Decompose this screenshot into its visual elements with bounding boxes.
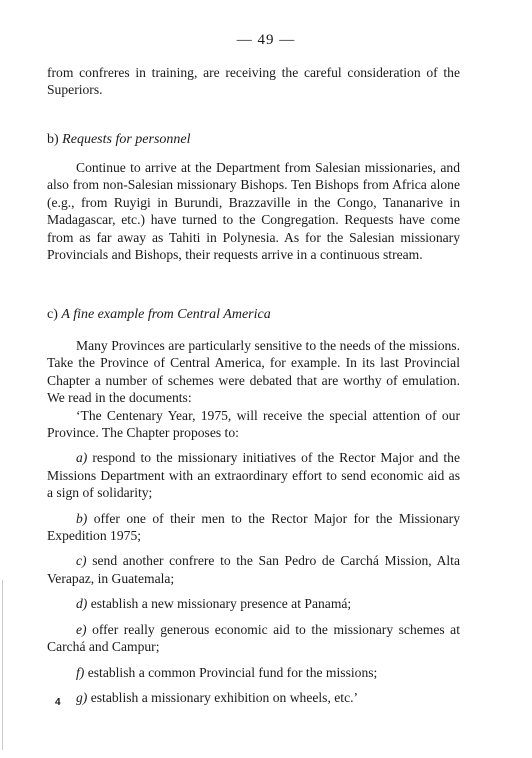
list-item-text: offer one of their men to the Rector Major for the Missionary Expedition 1975;: [47, 510, 460, 544]
list-item-letter: d): [76, 596, 88, 612]
section-b-body: [47, 159, 460, 263]
list-item-letter: c): [76, 553, 87, 569]
list-item-text: offer really generous economic aid to the missionary schemes at Carchá and Campur;: [47, 621, 460, 655]
list-item-letter: f): [76, 664, 85, 680]
intro-paragraph: [47, 64, 460, 99]
list-item-letter: b): [76, 510, 88, 526]
list-item-text: respond to the missionary initiatives of the Rector Major and the Missions Department with an extraordinary effort to send economic aid as a sign of solidarity;: [47, 450, 460, 501]
section-b-title: Requests for personnel: [62, 132, 191, 147]
list-item: [47, 595, 460, 612]
list-item: [47, 621, 460, 656]
intro-paragraph-text: from confreres in training, are receiving the careful consideration of the Superiors.: [47, 65, 460, 98]
section-b-marker: b): [47, 132, 59, 147]
list-item: [47, 552, 460, 587]
section-c-body: [47, 337, 460, 706]
section-b-heading: [47, 131, 191, 149]
list-item-letter: a): [76, 450, 88, 466]
page-edge-line: [2, 580, 3, 750]
section-c-paragraph-2: ‘The Centenary Year, 1975, will receive the special attention of our Province. The Chapter proposes to:: [47, 407, 460, 441]
section-c-title: A fine example from Central America: [61, 307, 271, 322]
page-number: — 49 —: [236, 32, 296, 48]
signature-mark: 4: [55, 697, 61, 708]
section-b-paragraph: Continue to arrive at the Department from Salesian missionaries, and also from non-Salesian missionary Bishops. Ten Bishops from Africa alone (e.g., from Ruyigi in Burundi, Brazzaville in the Congo, Tananarive in Madagascar, etc.) have turned to the Congregation. Requests have come from as far away as Tahiti in Polynesia. As for the Salesian missionary Provincials and Bishops, their requests arrive in a continuous stream.: [47, 160, 460, 263]
list-item-text: establish a common Provincial fund for the missions;: [87, 664, 378, 680]
list-item: [47, 449, 460, 501]
list-item: [47, 664, 460, 681]
list-item-letter: e): [76, 621, 87, 637]
list-item-text: establish a new missionary presence at Panamá;: [90, 596, 352, 612]
list-item-text: send another confrere to the San Pedro de Carchá Mission, Alta Verapaz, in Guatemala;: [47, 553, 460, 586]
list-item: [47, 510, 460, 545]
section-c-heading: [47, 306, 271, 324]
section-c-paragraph-1: Many Provinces are particularly sensitive to the needs of the missions. Take the Province of Central America, for example. In its last Provincial Chapter a number of schemes were debated that are worthy of emulation. We read in the documents:: [47, 338, 460, 406]
section-c-marker: c): [47, 307, 58, 322]
list-item-letter: g): [76, 689, 88, 705]
list-item-text: establish a missionary exhibition on wheels, etc.’: [90, 689, 359, 705]
list-item: [47, 689, 460, 706]
